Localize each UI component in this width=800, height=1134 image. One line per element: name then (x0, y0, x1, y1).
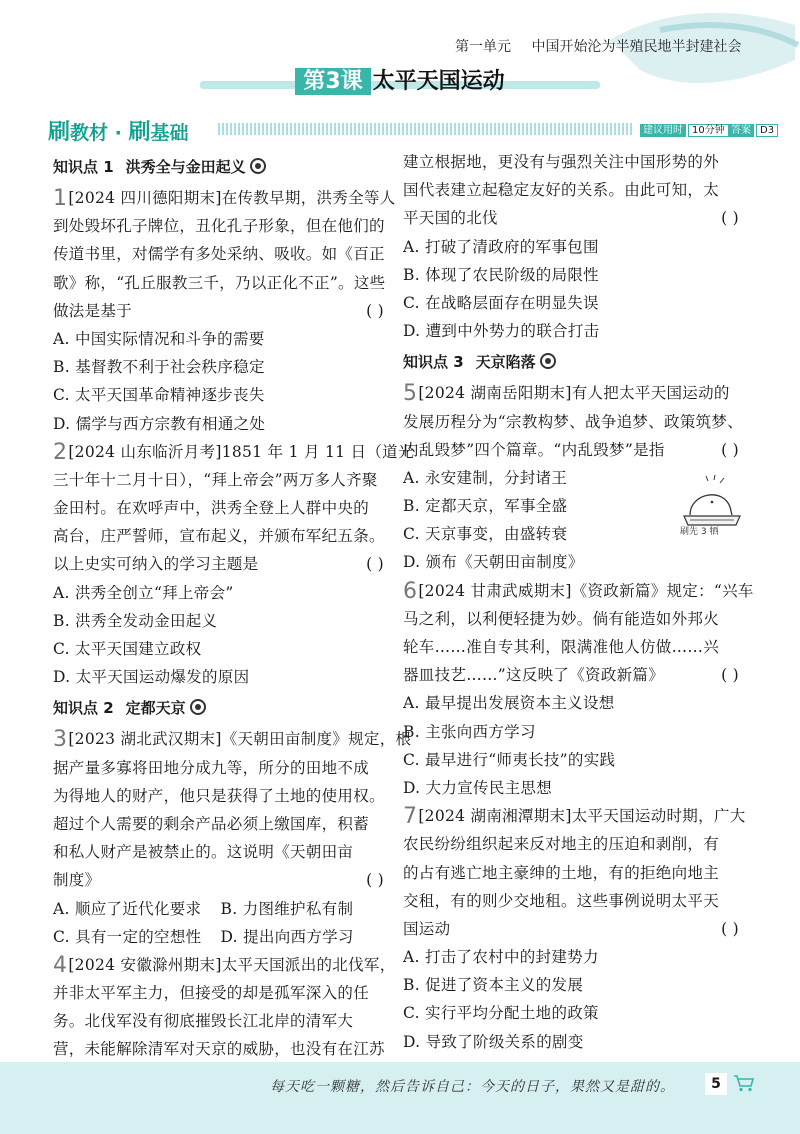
question-source: [2023 湖北武汉期末] (68, 730, 222, 749)
answer-value: D3 (756, 124, 778, 137)
question-text: 《天朝田亩制度》规定，根 (221, 730, 412, 749)
option-b[interactable]: B. 力图维护私有制 (220, 899, 354, 918)
question-2 (53, 438, 414, 692)
lesson-number: 第3课 (295, 68, 370, 95)
option-a[interactable]: A. 永安建制，分封诸王 (403, 468, 568, 487)
section-banner (48, 115, 775, 145)
unit-title: 中国开始沦为半殖民地半封建社会 (531, 39, 742, 55)
question-number: 5 (403, 381, 418, 407)
kp-title: 定都天京 (125, 699, 186, 718)
option-c[interactable]: C. 太平天国革命精神逐步丧失 (53, 386, 265, 405)
knowledge-point-heading (53, 691, 388, 725)
option-c[interactable]: C. 太平天国建立政权 (53, 640, 202, 658)
question-text: 太平天国派出的北伐军， (221, 955, 396, 974)
logo-text-1: 教材 · (70, 122, 129, 144)
option-b[interactable]: B. 基督教不利于社会秩序稳定 (53, 358, 265, 377)
question-1 (53, 184, 396, 438)
question-number: 1 (53, 186, 68, 211)
page-footer (0, 1062, 800, 1134)
question-text: 高台，庄严誓师，宣布起义，并颁布军纪五条。 (53, 527, 385, 546)
right-column (403, 148, 754, 1056)
knowledge-point-heading (53, 150, 388, 184)
question-text: 和私人财产是被禁止的。这说明《天朝田亩 (53, 843, 354, 862)
target-icon (540, 353, 556, 369)
question-text: 并非太平军主力，但接受的却是孤军深入的任 (53, 984, 370, 1003)
answer-blank[interactable]: ( ) (721, 666, 739, 685)
brush-stroke-decoration (600, 0, 800, 120)
question-text: 马之利，以利便轻捷为妙。倘有能造如外邦火 (403, 609, 720, 628)
question-text: 歌》称，“孔丘服教三千，乃以正化不正”。这些 (53, 273, 386, 292)
question-text: 平天国的北伐 (403, 209, 498, 228)
time-label: 建议用时 (640, 124, 686, 137)
kp-title: 洪秀全与金田起义 (125, 158, 246, 176)
option-a[interactable]: A. 打击了农村中的封建势力 (403, 948, 599, 967)
page-number: 5 (705, 1073, 727, 1095)
answer-blank[interactable]: ( ) (721, 919, 739, 938)
option-d[interactable]: D. 提出向西方学习 (220, 927, 354, 946)
question-text: 内乱毁梦”四个篇章。“内乱毁梦”是指 (403, 440, 665, 459)
question-6 (403, 577, 754, 803)
option-c[interactable]: C. 最早进行“师夷长技”的实践 (403, 750, 616, 769)
left-column (53, 150, 414, 1064)
logo-text-2: 基础 (150, 122, 189, 144)
kp-number: 知识点 2 (53, 699, 114, 718)
question-text: 农民纷纷组织起来反对地主的压迫和剥削，有 (403, 835, 720, 854)
option-b[interactable]: B. 主张向西方学习 (403, 722, 536, 741)
lesson-title (295, 64, 504, 95)
option-c[interactable]: C. 具有一定的空想性 (53, 927, 202, 946)
logo-char-2: 刷 (128, 120, 151, 145)
kp-number: 知识点 3 (403, 353, 464, 372)
question-text: 超过个人需要的剩余产品必须上缴国库，积蓄 (53, 814, 370, 833)
question-source: [2024 甘肃武威期末] (418, 581, 572, 600)
option-d[interactable]: D. 太平天国运动爆发的原因 (53, 668, 250, 687)
option-b[interactable]: B. 体现了农民阶级的局限性 (403, 265, 599, 284)
question-3 (53, 725, 412, 951)
option-c[interactable]: C. 天京事变，由盛转衰 (403, 525, 568, 544)
question-text: 为得地人的财产，他只是获得了土地的使用权。 (53, 786, 385, 805)
option-b[interactable]: B. 定都天京，军事全盛 (403, 497, 568, 516)
question-text: 国运动 (403, 919, 451, 938)
question-text: 发展历程分为“宗教构梦、战争追梦、政策筑梦、 (403, 412, 744, 431)
question-text: 国代表建立起稳定友好的关系。由此可知，太 (403, 181, 720, 200)
answer-blank[interactable]: ( ) (366, 301, 384, 320)
question-text: 在传教早期，洪秀全等人 (221, 189, 396, 207)
option-d[interactable]: D. 大力宣传民主思想 (403, 778, 553, 797)
question-number: 6 (403, 578, 418, 604)
question-text: 到处毁坏孔子牌位，丑化孔子形象，但在他们的 (53, 217, 385, 236)
suggested-time (640, 121, 729, 136)
question-text: 金田村。在欢呼声中，洪秀全登上人群中央的 (53, 499, 370, 518)
question-text: 轮车……准自专其利，限满准他人仿做……兴 (403, 638, 720, 656)
banner-logo (48, 115, 189, 146)
answer-ref (728, 121, 778, 136)
option-a[interactable]: A. 顺应了近代化要求 (53, 899, 202, 918)
question-text: 务。北伐军没有彻底摧毁长江北岸的清军大 (53, 1012, 354, 1031)
knowledge-point-heading (403, 345, 743, 379)
option-a[interactable]: A. 中国实际情况和斗争的需要 (53, 329, 265, 348)
question-text: 《资政新篇》规定：“兴车 (571, 581, 754, 600)
question-text: 有人把太平天国运动的 (571, 384, 730, 403)
option-d[interactable]: D. 导致了阶级关系的剧变 (403, 1032, 584, 1051)
cart-icon (733, 1074, 755, 1092)
question-text: 做法是基于 (53, 301, 133, 320)
question-text: 以上史实可纳入的学习主题是 (53, 555, 259, 574)
answer-label: 答案 (728, 124, 754, 137)
target-icon (250, 158, 266, 174)
question-source: [2024 四川德阳期末] (68, 189, 222, 207)
option-c[interactable]: C. 在战略层面存在明显失误 (403, 293, 599, 312)
question-text: 据产量多寡将田地分成九等，所分的田地不成 (53, 758, 370, 777)
option-d[interactable]: D. 儒学与西方宗教有相通之处 (53, 414, 266, 433)
footer-motto: 每天吃一颗糖，然后告诉自己：今天的日子，果然又是甜的。 (270, 1079, 675, 1095)
unit-header (455, 36, 741, 56)
question-text: 三十年十二月十日），“拜上帝会”两万多人齐聚 (53, 470, 378, 489)
option-c[interactable]: C. 实行平均分配土地的政策 (403, 1004, 599, 1023)
question-text: 太平天国运动时期，广大 (571, 807, 746, 826)
target-icon (190, 699, 206, 715)
option-d[interactable]: D. 颁布《天朝田亩制度》 (403, 553, 584, 572)
question-text: 传道书里，对儒学有多处采纳、吸收。如《百正 (53, 245, 385, 264)
unit-number: 第一单元 (455, 39, 511, 55)
lesson-title-row (0, 64, 800, 95)
question-source: [2024 湖南岳阳期末] (418, 384, 572, 403)
logo-char-1: 刷 (48, 120, 71, 145)
option-b[interactable]: B. 洪秀全发动金田起义 (53, 611, 218, 630)
question-source: [2024 山东临沂月考] (68, 442, 222, 461)
question-number: 4 (53, 952, 68, 978)
answer-blank[interactable]: ( ) (721, 440, 739, 459)
banner-stripe (218, 123, 633, 135)
question-7 (403, 802, 746, 1056)
question-4-part-1 (53, 951, 396, 1064)
answer-blank[interactable]: ( ) (366, 871, 384, 890)
question-number: 7 (403, 804, 418, 830)
time-value: 10分钟 (688, 124, 729, 137)
question-source: [2024 安徽滁州期末] (68, 955, 222, 974)
question-source: [2024 湖南湘潭期末] (418, 807, 572, 826)
question-text: 制度》 (53, 871, 101, 890)
question-text: 的占有逃亡地主豪绅的土地，有的拒绝向地主 (403, 863, 720, 882)
option-b[interactable]: B. 促进了资本主义的发展 (403, 976, 584, 995)
question-text: 交租，有的则少交地租。这些事例说明太平天 (403, 891, 720, 910)
sketch-caption: 刷先 3 牺 (680, 527, 719, 537)
question-text: 建立根据地，更没有与强烈关注中国形势的外 (403, 153, 720, 171)
option-d[interactable]: D. 遭到中外势力的联合打击 (403, 322, 600, 341)
answer-blank[interactable]: ( ) (366, 555, 384, 574)
kp-title: 天京陷落 (475, 353, 536, 372)
question-4-part-2 (403, 148, 743, 345)
lesson-name: 太平天国运动 (372, 69, 505, 94)
question-text: 器皿技艺……”这反映了《资政新篇》 (403, 666, 665, 685)
option-a[interactable]: A. 最早提出发展资本主义设想 (403, 694, 615, 713)
question-number: 2 (53, 439, 68, 465)
question-text: 营，未能解除清军对天京的威胁，也没有在江苏 (53, 1040, 385, 1059)
question-text: 1851 年 1 月 11 日（道光 (221, 442, 414, 461)
option-a[interactable]: A. 打破了清政府的军事包围 (403, 237, 599, 256)
question-number: 3 (53, 727, 68, 753)
kp-number: 知识点 1 (53, 158, 114, 176)
option-a[interactable]: A. 洪秀全创立“拜上帝会” (53, 583, 234, 602)
answer-blank[interactable]: ( ) (721, 209, 739, 228)
